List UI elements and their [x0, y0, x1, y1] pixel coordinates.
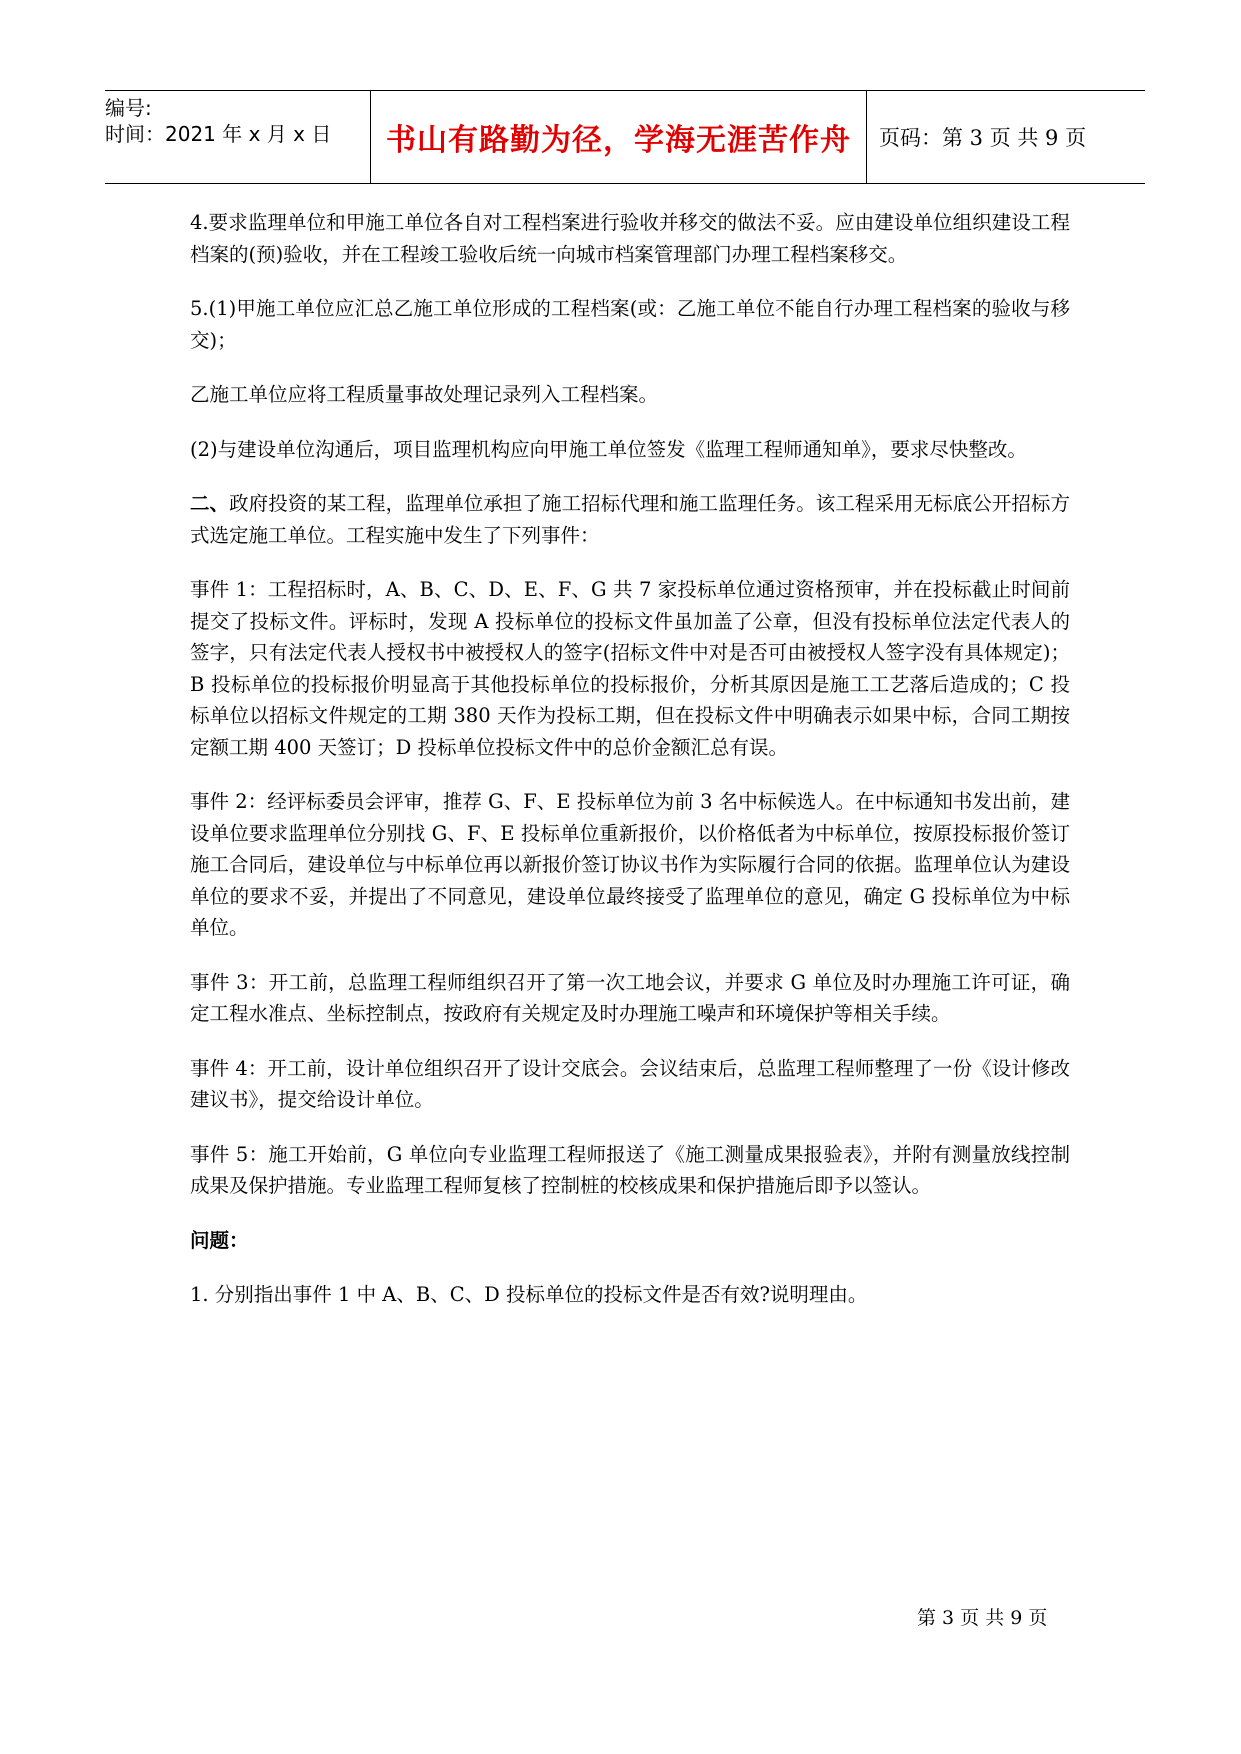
section-number: 二、	[190, 492, 230, 515]
question-item: 1. 分别指出事件 1 中 A、B、C、D 投标单位的投标文件是否有效?说明理由。	[190, 1283, 868, 1306]
paragraph: 4.要求监理单位和甲施工单位各自对工程档案进行验收并移交的做法不妥。应由建设单位组织建设工程档案的(预)验收，并在工程竣工验收后统一向城市档案管理部门办理工程档案移交。	[190, 211, 1070, 266]
page-footer: 第 3 页 共 9 页	[917, 1607, 1048, 1629]
questions-heading: 问题：	[190, 1228, 249, 1252]
paragraph: 5.(1)甲施工单位应汇总乙施工单位形成的工程档案(或：乙施工单位不能自行办理工程档案的验收与移交)；	[190, 297, 1070, 352]
paragraph: 事件 4：开工前，设计单位组织召开了设计交底会。会议结束后，总监理工程师整理了一份《设计修改建议书》，提交给设计单位。	[190, 1056, 1070, 1111]
paragraph: 事件 2：经评标委员会评审，推荐 G、F、E 投标单位为前 3 名中标候选人。在中标通知书发出前，建设单位要求监理单位分别找 G、F、E 投标单位重新报价，以价格低者为中标单位，按原投标报价签订施工合同后，建设单位与中标单位再以新报价签订协议书作为实际履行合同的依据。监理单位认为建设单位的要求不妥，并提出了不同意见，建设单位最终接受了监理单位的意见，确定 G 投标单位为中标单位。	[190, 790, 1070, 939]
paragraph: 事件 5：施工开始前，G 单位向专业监理工程师报送了《施工测量成果报验表》，并附有测量放线控制成果及保护措施。专业监理工程师复核了控制桩的校核成果和保护措施后即予以签认。	[190, 1142, 1070, 1197]
paragraph: 二、政府投资的某工程，监理单位承担了施工招标代理和施工监理任务。该工程采用无标底公开招标方式选定施工单位。工程实施中发生了下列事件：	[190, 492, 1070, 547]
paragraph: 乙施工单位应将工程质量事故处理记录列入工程档案。	[190, 383, 659, 406]
paragraph: 事件 3：开工前，总监理工程师组织召开了第一次工地会议，并要求 G 单位及时办理施工许可证，确定工程水准点、坐标控制点，按政府有关规定及时办理施工噪声和环境保护等相关手续。	[190, 970, 1070, 1025]
header-page-label: 页码：第 3 页 共 9 页	[879, 126, 1087, 150]
header-left	[105, 91, 370, 187]
number-label: 编号:	[105, 96, 152, 120]
page-header	[105, 90, 1145, 184]
header-motto: 书山有路勤为径，学海无涯苦作舟	[370, 91, 867, 183]
paragraph: (2)与建设单位沟通后，项目监理机构应向甲施工单位签发《监理工程师通知单》，要求尽快整改。	[190, 437, 1027, 461]
document-body	[190, 207, 1070, 1334]
time-label: 时间：2021 年 x 月 x 日	[105, 122, 332, 146]
paragraph: 事件 1：工程招标时，A、B、C、D、E、F、G 共 7 家投标单位通过资格预审，并在投标截止时间前提交了投标文件。评标时，发现 A 投标单位的投标文件虽加盖了公章，但没有投标单位法定代表人的签字，只有法定代表人授权书中被授权人的签字(招标文件中对是否可由被授权人签字没有具体规定)；B 投标单位的投标报价明显高于其他投标单位的投标报价，分析其原因是施工工艺落后造成的；C 投标单位以招标文件规定的工期 380 天作为投标工期，但在投标文件中明确表示如果中标，合同工期按定额工期 400 天签订；D 投标单位投标文件中的总价金额汇总有误。	[190, 578, 1070, 759]
